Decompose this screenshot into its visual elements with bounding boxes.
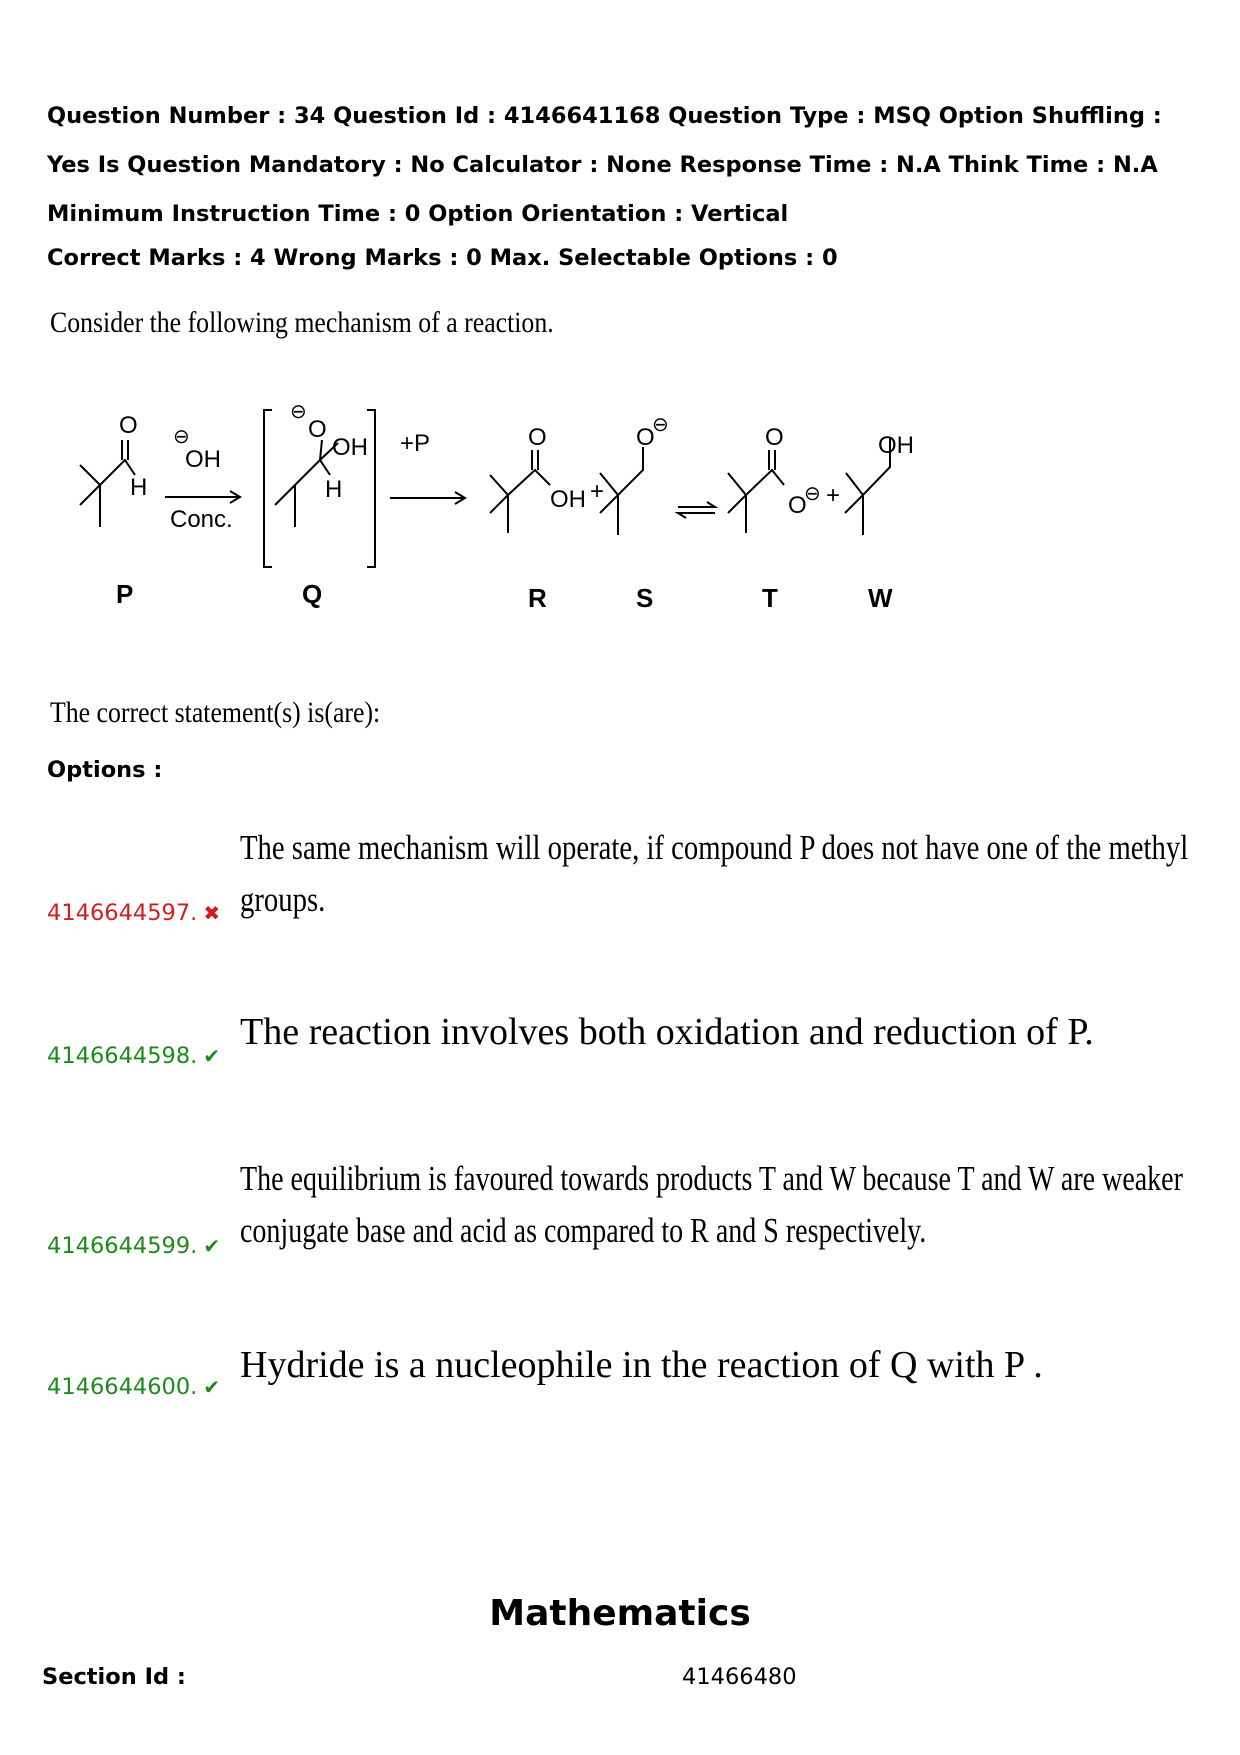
option-id-text: 4146644597. [47, 900, 198, 926]
q-minus: ⊖ [290, 401, 307, 423]
option-text [240, 822, 1189, 926]
reagent-top: OH [185, 446, 221, 473]
label-w: W [868, 583, 893, 613]
option-text-line: Hydride is a nucleophile in the reaction of Q with P . [240, 1344, 1043, 1386]
option-id [47, 1043, 220, 1069]
label-s: S [636, 583, 654, 613]
option-text [240, 1153, 1183, 1257]
second-reagent: +P [400, 430, 431, 457]
option-id [47, 900, 220, 926]
check-icon: ✔ [203, 1375, 221, 1399]
option-text-line: conjugate base and acid as compared to R and S respectively. [240, 1211, 927, 1250]
plus-1: + [590, 478, 605, 505]
reaction-scheme [60, 395, 940, 625]
plus-2: + [826, 482, 841, 509]
question-marks: Correct Marks : 4 Wrong Marks : 0 Max. Selectable Options : 0 [47, 245, 838, 271]
label-p: P [116, 579, 134, 609]
option-text-line: groups. [240, 880, 326, 919]
option-id [47, 1374, 220, 1400]
subject-heading: Mathematics [489, 1593, 751, 1634]
label-t: T [762, 583, 778, 613]
option-id-text: 4146644598. [47, 1043, 198, 1069]
option-text-line: The reaction involves both oxidation and reduction of P. [240, 1011, 1094, 1053]
q-hydrogen: H [325, 476, 343, 503]
p-oxygen: O [119, 412, 138, 439]
question-stem: The correct statement(s) is(are): [50, 696, 381, 729]
option-id-text: 4146644599. [47, 1233, 198, 1259]
question-meta: Question Number : 34 Question Id : 4146641168 Question Type : MSQ Option Shuffling : Yes Is Question Mandatory : No Calculator : None Response Time : N.A Think Time : N.A Minimum Instruction Time : 0 Option Orientation : Vertical [47, 103, 1162, 227]
options-label: Options : [47, 757, 163, 783]
option-text-line: The equilibrium is favoured towards products T and W because T and W are weaker [240, 1159, 1183, 1198]
s-minus: ⊖ [652, 414, 669, 436]
reagent-bottom: Conc. [170, 506, 233, 533]
r-hydroxyl: OH [550, 486, 586, 513]
option-text [240, 1010, 1240, 1054]
s-oxygen: O [636, 424, 655, 451]
option-id [47, 1233, 220, 1259]
q-oxygen: O [308, 416, 327, 443]
p-hydrogen: H [130, 474, 148, 501]
label-q: Q [302, 579, 323, 609]
t-minus: ⊖ [804, 483, 821, 505]
reagent-minus: ⊖ [173, 426, 190, 448]
w-hydroxyl: OH [878, 432, 914, 459]
option-id-text: 4146644600. [47, 1374, 198, 1400]
option-text-line: The same mechanism will operate, if compound P does not have one of the methyl [240, 828, 1189, 867]
r-oxygen: O [528, 424, 547, 451]
check-icon: ✔ [203, 1234, 221, 1258]
section-id-value: 41466480 [682, 1664, 797, 1690]
check-icon: ✔ [203, 1044, 221, 1068]
label-r: R [528, 583, 547, 613]
wrong-icon: ✖ [203, 901, 221, 925]
option-text [240, 1343, 1240, 1387]
t-oxygen-top: O [765, 424, 784, 451]
q-hydroxyl: OH [332, 434, 368, 461]
t-oxygen: O [788, 492, 807, 519]
question-intro: Consider the following mechanism of a reaction. [50, 306, 554, 339]
section-id-label: Section Id : [42, 1664, 186, 1690]
